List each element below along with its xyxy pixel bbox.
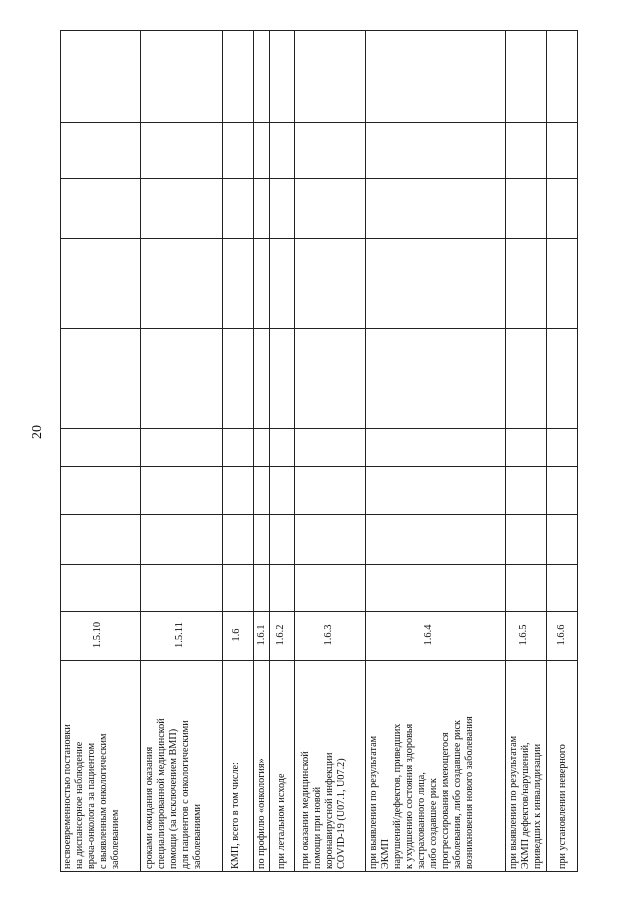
column-divider [60,122,578,123]
row-description-1-6-1: по профилю «онкология» [256,758,267,869]
column-divider [60,328,578,329]
column-divider [60,238,578,239]
table-border-left [60,30,61,872]
row-description-1-5-10: несвоевременностью постановки на диспансерное наблюдение врача-онколога за пациентом с выявленным онкологическим заболеванием [62,724,121,869]
row-description-1-5-11: сроками ожидания оказания специализированной медицинской помощи (за исключением ВМП) для пациентов с онкологическими заболеваниями [144,718,203,869]
row-divider [140,30,141,872]
row-divider [546,30,547,872]
page-number: 20 [30,425,45,439]
column-divider [60,514,578,515]
row-description-1-6-5: при выявлении по результатам ЭКМП дефектов/нарушений, приведших к инвалидизации [508,735,543,869]
row-description-1-6-6: при установлении неверного [557,744,568,869]
row-divider [505,30,506,872]
row-code-1-6-3: 1.6.3 [323,624,334,646]
row-description-1-6: КМП, всего в том числе: [230,762,241,869]
row-code-1-6: 1.6 [231,628,242,642]
row-code-1-5-11: 1.5.11 [174,622,185,648]
row-divider [269,30,270,872]
rotated-table [60,30,578,872]
row-code-1-6-6: 1.6.6 [556,624,567,646]
table-border-bottom [60,871,578,872]
row-divider [365,30,366,872]
table-border-top [60,30,578,31]
row-divider [253,30,254,872]
row-divider [294,30,295,872]
row-code-1-6-2: 1.6.2 [275,624,286,646]
column-divider [60,611,578,612]
row-code-1-5-10: 1.5.10 [92,621,103,649]
column-divider [60,466,578,467]
table-border-right [577,30,578,872]
row-description-1-6-2: при летальном исходе [276,773,287,869]
row-code-1-6-1: 1.6.1 [256,624,267,646]
row-description-1-6-4: при выявлении по результатам ЭКМП нарушений/дефектов, приведших к ухудшению состояния здоровья застрахованного лица, либо создавшее риск прогрессирования имеющегося заболевания, либо создавшее риск возникновения нового заболевания [368,716,475,869]
row-code-1-6-4: 1.6.4 [423,624,434,646]
row-code-1-6-5: 1.6.5 [518,624,529,646]
column-divider [60,564,578,565]
column-divider [60,178,578,179]
row-description-1-6-3: при оказании медицинской помощи при новой коронавирусной инфекции COVID-19 (U07.1, U07.2) [300,751,347,869]
row-divider [222,30,223,872]
column-divider [60,660,578,661]
column-divider [60,428,578,429]
